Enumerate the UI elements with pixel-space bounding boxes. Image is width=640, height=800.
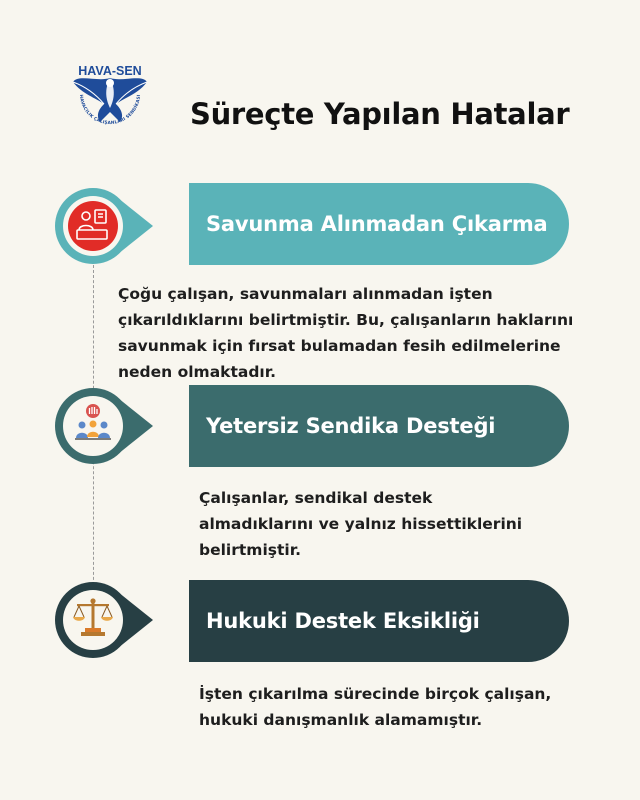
hava-sen-logo bbox=[70, 60, 150, 146]
step-1-badge bbox=[55, 186, 155, 266]
step-1-description: Çoğu çalışan, savunmaları alınmadan işten çıkarıldıklarını belirtmiştir. Bu, çalışanların haklarını savunmak için fırsat bulamadan fesih edilmelerine neden olmaktadır. bbox=[118, 285, 574, 381]
step-3-description: İşten çıkarılma sürecinde birçok çalışan, hukuki danışmanlık alamamıştır. bbox=[199, 685, 552, 729]
step-1-banner bbox=[189, 183, 569, 265]
step-2-heading: Yetersiz Sendika Desteği bbox=[206, 414, 496, 438]
step-3-banner bbox=[189, 580, 569, 662]
step-2-description: Çalışanlar, sendikal destek almadıklarını ve yalnız hissettiklerini belirtmiştir. bbox=[199, 489, 523, 559]
logo-ring-text: HAVACILIK ÇALIŞANLARI SENDİKASI bbox=[77, 94, 143, 127]
step-3-badge bbox=[55, 580, 155, 660]
logo-text: HAVA-SEN bbox=[78, 64, 142, 78]
step-1-heading: Savunma Alınmadan Çıkarma bbox=[206, 212, 548, 236]
step-2-banner bbox=[189, 385, 569, 467]
step-3-heading: Hukuki Destek Eksikliği bbox=[206, 609, 480, 633]
step-2-badge bbox=[55, 386, 155, 466]
page-title: Süreçte Yapılan Hatalar bbox=[190, 97, 570, 131]
